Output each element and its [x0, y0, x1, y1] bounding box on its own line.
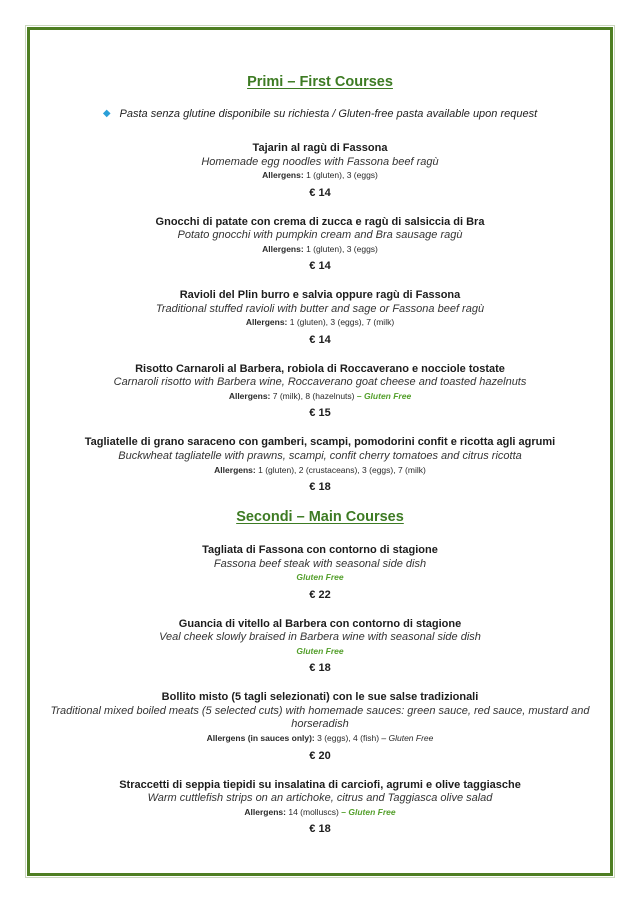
dish-allergens — [40, 733, 600, 744]
dish-item — [40, 543, 600, 601]
allergens-values: 1 (gluten), 3 (eggs) — [306, 170, 378, 181]
dish-name: Ravioli del Plin burro e salvia oppure ragù di Fassona — [179, 289, 461, 302]
allergens-label: Allergens: — [245, 317, 288, 328]
dish-price: € 22 — [309, 588, 331, 601]
allergens-values: 1 (gluten), 2 (crustaceans), 3 (eggs), 7 (milk) — [258, 464, 426, 475]
gluten-free-inline: – Gluten Free — [356, 390, 412, 401]
section-title: Secondi – Main Courses — [236, 508, 404, 525]
dish-name: Straccetti di seppia tiepidi su insalatina di carciofi, agrumi e olive taggiasche — [119, 778, 521, 791]
dish-translation: Traditional mixed boiled meats (5 selected cuts) with homemade sauces: green sauce, red sauce, mustard and horseradish — [50, 704, 590, 731]
dish-item — [40, 435, 600, 493]
dish-translation: Veal cheek slowly braised in Barbera wine with seasonal side dish — [159, 631, 481, 644]
dish-name: Tajarin al ragù di Fassona — [252, 142, 388, 155]
dish-translation: Traditional stuffed ravioli with butter and sage or Fassona beef ragù — [155, 302, 485, 315]
dish-name: Guancia di vitello al Barbera con contorno di stagione — [178, 617, 462, 630]
allergens-label: Allergens: — [244, 806, 286, 817]
allergens-values: 1 (gluten), 3 (eggs) — [306, 243, 378, 254]
dish-allergens — [40, 244, 600, 255]
dish-item — [40, 690, 600, 761]
gluten-free-note — [40, 108, 600, 120]
dish-translation: Homemade egg noodles with Fassona beef ragù — [201, 155, 439, 168]
dish-name: Risotto Carnaroli al Barbera, robiola di Roccaverano e nocciole tostate — [135, 362, 505, 375]
dish-translation: Warm cuttlefish strips on an artichoke, citrus and Taggiasca olive salad — [147, 791, 493, 804]
dish-price: € 14 — [309, 186, 331, 199]
allergens-values: 14 (molluscs) — [288, 806, 339, 817]
dish-item — [40, 141, 600, 199]
section-title: Primi – First Courses — [247, 74, 393, 90]
dish-translation: Carnaroli risotto with Barbera wine, Roccaverano goat cheese and toasted hazelnuts — [113, 376, 527, 389]
dish-allergens — [40, 170, 600, 181]
dish-name: Tagliatelle di grano saraceno con gamberi, scampi, pomodorini confit e ricotta agli agrumi — [84, 436, 556, 449]
allergens-label: Allergens: — [228, 390, 271, 401]
dish-item — [40, 215, 600, 273]
dish-translation: Fassona beef steak with seasonal side dish — [213, 557, 427, 570]
dish-price: € 18 — [309, 662, 331, 675]
dish-translation: Buckwheat tagliatelle with prawns, scampi, confit cherry tomatoes and citrus ricotta — [118, 449, 522, 462]
dish-item — [40, 362, 600, 420]
allergens-label: Allergens: — [262, 243, 304, 254]
dish-item — [40, 288, 600, 346]
dish-price: € 14 — [309, 260, 331, 273]
dish-name: Gnocchi di patate con crema di zucca e ragù di salsiccia di Bra — [155, 215, 485, 228]
allergens-values: 7 (milk), 8 (hazelnuts) — [272, 390, 355, 401]
dish-price: € 14 — [309, 333, 331, 346]
allergens-values: 3 (eggs), 4 (fish) — [317, 733, 380, 744]
allergens-values: 1 (gluten), 3 (eggs), 7 (milk) — [289, 317, 395, 328]
dish-allergens — [40, 391, 600, 402]
gluten-free-note-text: Pasta senza glutine disponibile su richiesta / Gluten-free pasta available upon request — [119, 108, 538, 121]
menu-content — [40, 74, 600, 835]
dish-name: Bollito misto (5 tagli selezionati) con le sue salse tradizionali — [161, 691, 479, 704]
page-border-frame — [27, 27, 613, 876]
gluten-free-label: Gluten Free — [296, 645, 344, 656]
gluten-free-inline: – Gluten Free — [341, 806, 396, 817]
dish-allergens — [40, 317, 600, 328]
allergens-label: Allergens (in sauces only): — [206, 733, 315, 744]
dish-item — [40, 778, 600, 836]
allergens-label: Allergens: — [214, 464, 256, 475]
diamond-bullet-icon: ◆ — [102, 108, 111, 120]
dish-price: € 18 — [309, 480, 331, 493]
dish-price: € 18 — [309, 823, 331, 836]
dish-allergens — [40, 807, 600, 818]
dish-price: € 15 — [309, 407, 331, 420]
gluten-free-label: Gluten Free — [296, 572, 344, 583]
dish-translation: Potato gnocchi with pumpkin cream and Bra sausage ragù — [177, 229, 463, 242]
dish-item — [40, 617, 600, 675]
allergens-label: Allergens: — [262, 170, 304, 181]
dish-name: Tagliata di Fassona con contorno di stagione — [202, 544, 438, 557]
dish-allergens — [40, 465, 600, 476]
dish-price: € 20 — [309, 749, 331, 762]
gluten-free-inline: – Gluten Free — [381, 733, 434, 744]
